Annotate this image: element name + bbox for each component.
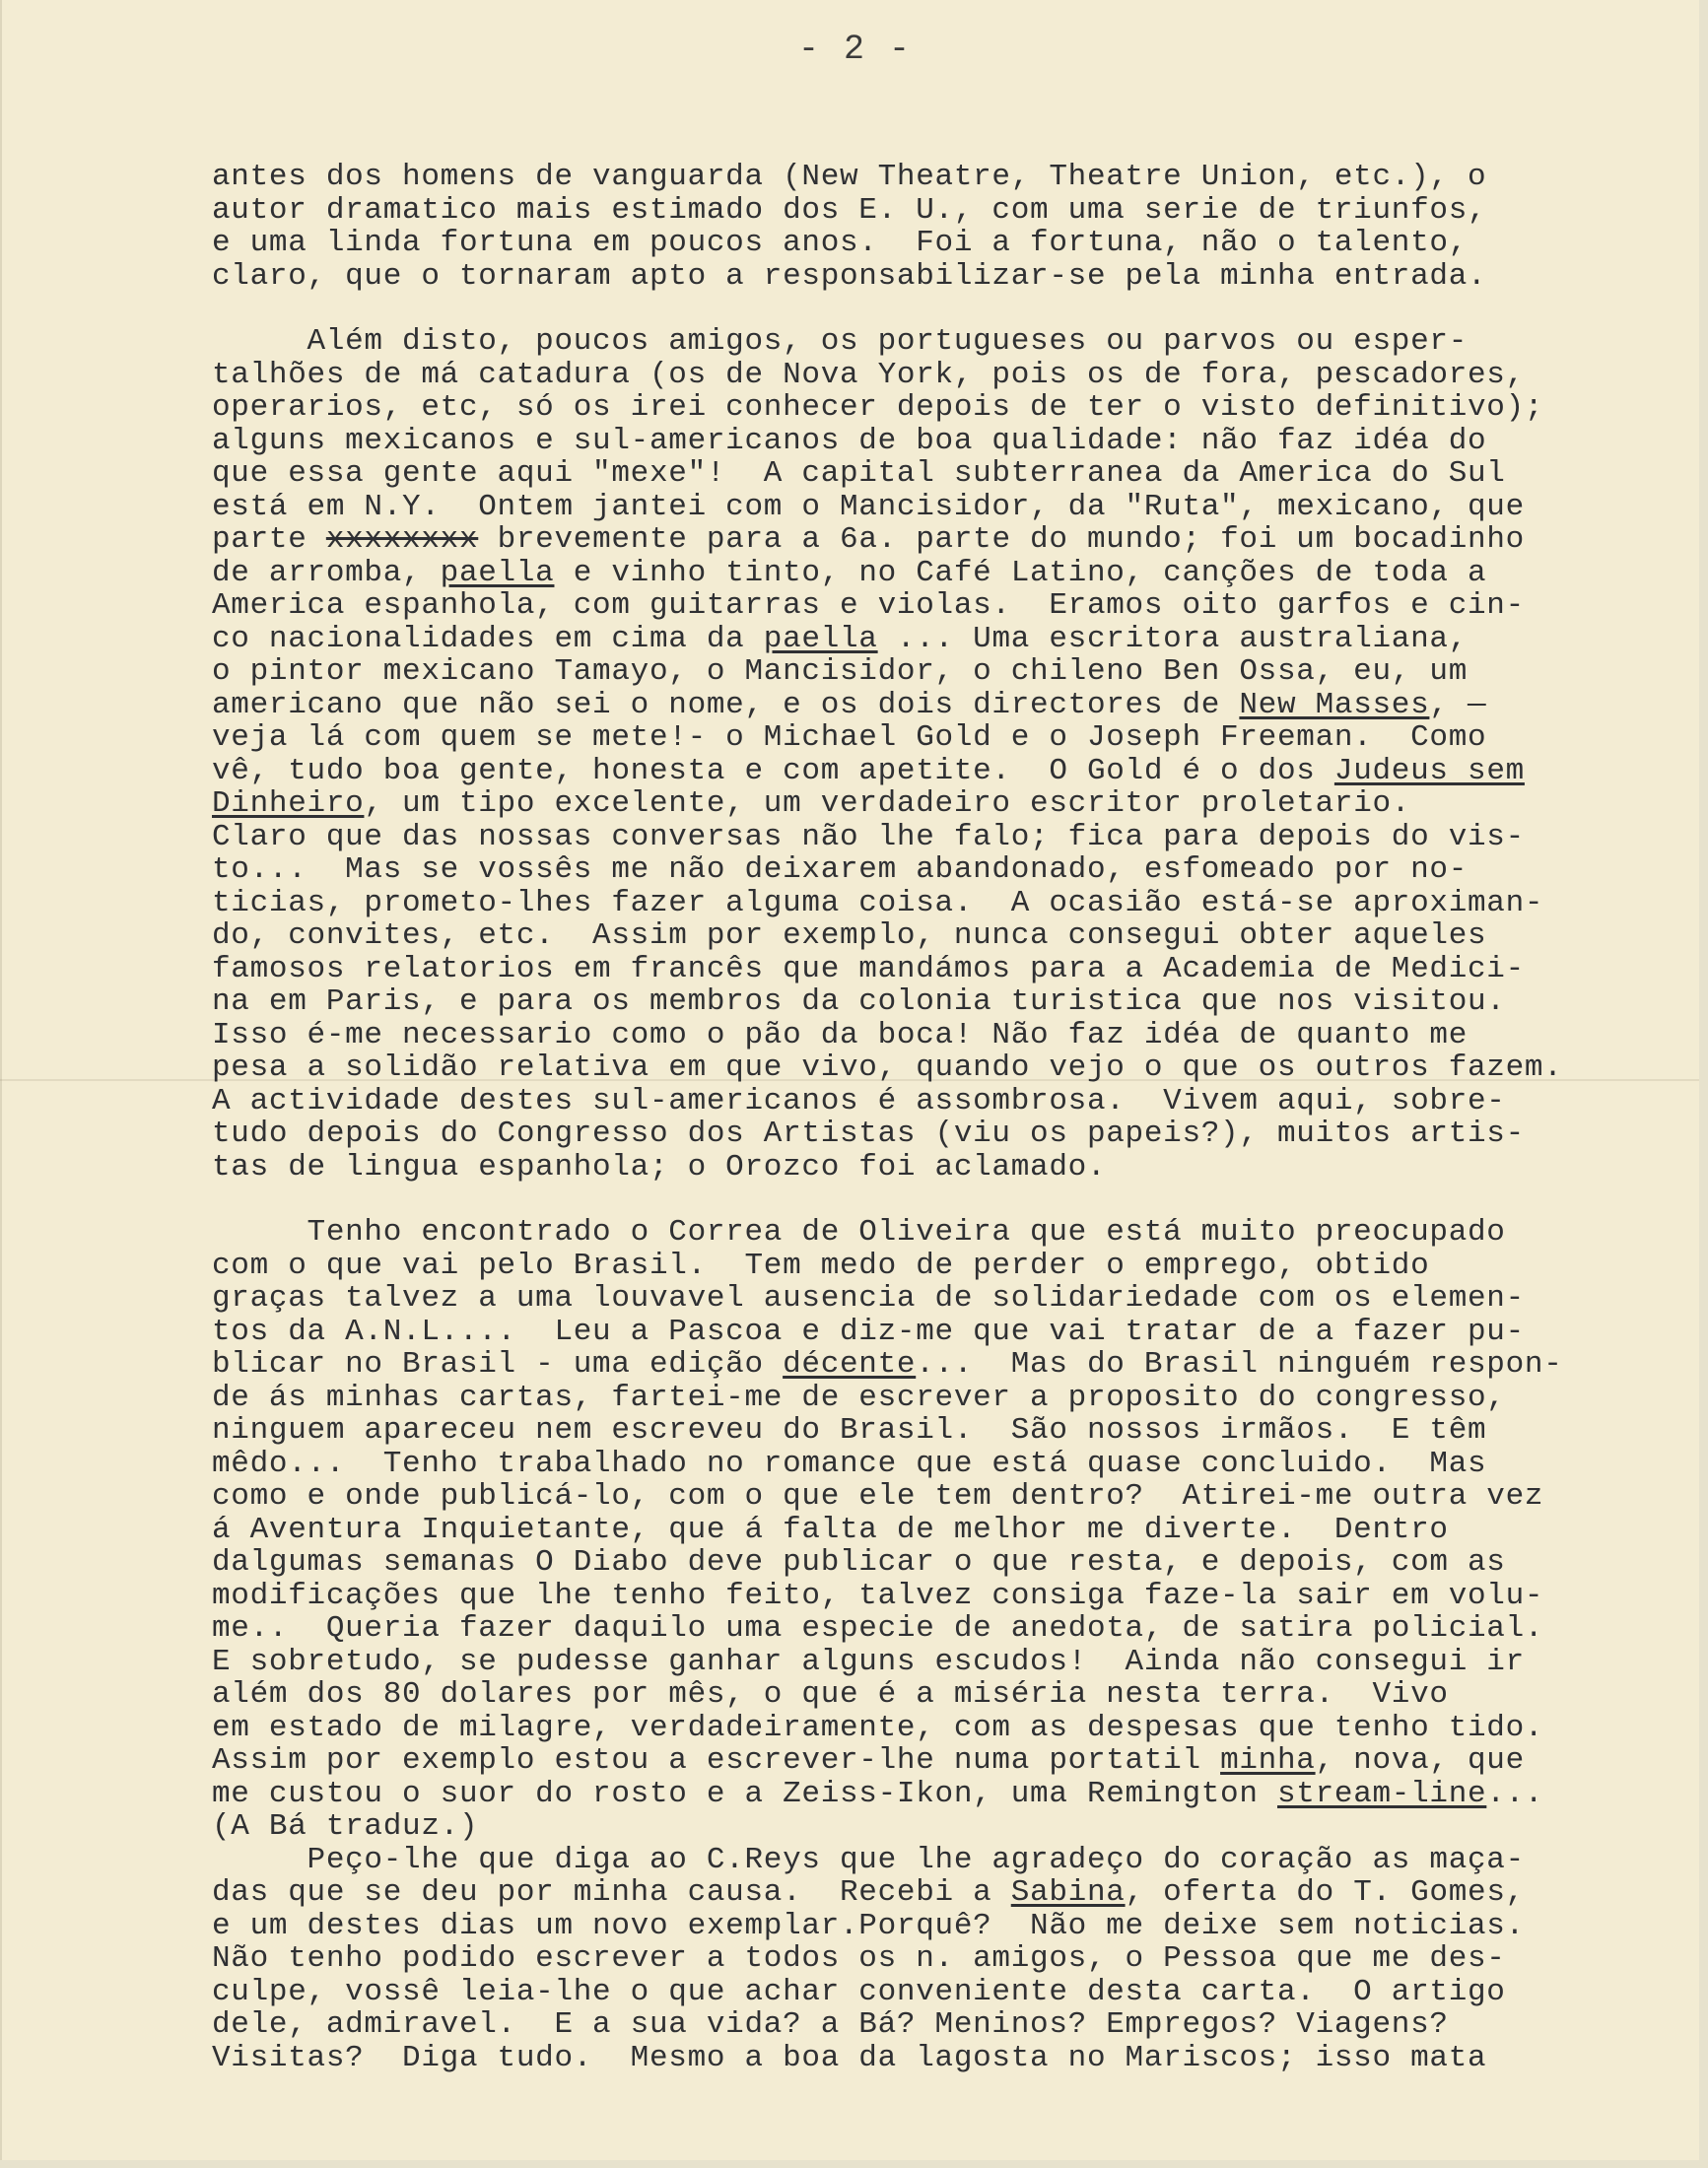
underlined-text: paella [763, 621, 878, 656]
text-line: parte xxxxxxxx brevemente para a 6a. parte do mundo; foi um bocadinho [212, 522, 1525, 557]
text-line: autor dramatico mais estimado dos E. U., com uma serie de triunfos, [212, 192, 1487, 228]
text-line: Tenho encontrado o Correa de Oliveira que está muito preocupado [212, 1215, 1506, 1250]
text-line: o pintor mexicano Tamayo, o Mancisidor, o chileno Ben Ossa, eu, um [212, 654, 1468, 689]
underlined-text: stream-line [1276, 1776, 1487, 1811]
underlined-text: minha [1220, 1743, 1316, 1778]
text-line: Dinheiro, um tipo excelente, um verdadeiro escritor proletario. [212, 786, 1411, 821]
paragraph-gap [212, 1184, 1671, 1216]
underlined-text: Sabina [1010, 1875, 1126, 1910]
text-line: E sobretudo, se pudesse ganhar alguns escudos! Ainda não consegui ir [212, 1644, 1525, 1679]
text-line: A actividade destes sul-americanos é assombrosa. Vivem aqui, sobre- [212, 1083, 1506, 1118]
text-line: ninguem apareceu nem escreveu do Brasil. São nossos irmãos. E têm [212, 1413, 1487, 1448]
text-line: dele, admiravel. E a sua vida? a Bá? Meninos? Empregos? Viagens? [212, 2007, 1449, 2042]
letter-body [212, 161, 1671, 2074]
text-line: de ás minhas cartas, fartei-me de escrever a proposito do congresso, [212, 1380, 1506, 1415]
text-line: me.. Queria fazer daquilo uma especie de anedota, de satira policial. [212, 1611, 1544, 1646]
text-line: co nacionalidades em cima da paella ... Uma escritora australiana, [212, 621, 1469, 656]
text-line: talhões de má catadura (os de Nova York, pois os de fora, pescadores, [212, 357, 1525, 392]
text-line: to... Mas se vossês me não deixarem abandonado, esfomeado por no- [212, 852, 1468, 887]
text-line: antes dos homens de vanguarda (New Theatre, Theatre Union, etc.), o [212, 160, 1487, 194]
text-line: Isso é-me necessario como o pão da boca! Não faz idéa de quanto me [212, 1017, 1468, 1052]
text-line: e um destes dias um novo exemplar.Porquê? Não me deixe sem noticias. [212, 1908, 1525, 1943]
text-line: de arromba, paella e vinho tinto, no Café Latino, canções de toda a [212, 555, 1487, 590]
text-line: está em N.Y. Ontem jantei com o Mancisidor, da "Ruta", mexicano, que [212, 489, 1525, 524]
text-line: mêdo... Tenho trabalhado no romance que está quase concluido. Mas [212, 1446, 1487, 1481]
text-line: claro, que o tornaram apto a responsabilizar-se pela minha entrada. [212, 258, 1487, 294]
text-line: America espanhola, com guitarras e violas. Eramos oito garfos e cin- [212, 588, 1525, 623]
text-line: como e onde publicá-lo, com o que ele tem dentro? Atirei-me outra vez [212, 1479, 1544, 1514]
text-line: tudo depois do Congresso dos Artistas (viu os papeis?), muitos artis- [212, 1117, 1525, 1151]
text-line: culpe, vossê leia-lhe o que achar conveniente desta carta. O artigo [212, 1974, 1506, 2009]
text-line: Não tenho podido escrever a todos os n. amigos, o Pessoa que me des- [212, 1941, 1506, 1976]
text-line: famosos relatorios em francês que mandámos para a Academia de Medici- [212, 951, 1525, 986]
text-line: tos da A.N.L.... Leu a Pascoa e diz-me que vai tratar de a fazer pu- [212, 1314, 1525, 1349]
text-line: Visitas? Diga tudo. Mesmo a boa da lagosta no Mariscos; isso mata [212, 2040, 1487, 2075]
underlined-text: décente [783, 1347, 917, 1382]
page-number: - 2 - [798, 30, 913, 69]
text-line: Além disto, poucos amigos, os portugueses ou parvos ou esper- [212, 324, 1468, 359]
text-line: com o que vai pelo Brasil. Tem medo de perder o emprego, obtido [212, 1248, 1430, 1283]
paragraph-gap [212, 293, 1671, 325]
text-line: e uma linda fortuna em poucos anos. Foi a fortuna, não o talento, [212, 226, 1468, 260]
text-line: além dos 80 dolares por mês, o que é a miséria nesta terra. Vivo [212, 1677, 1449, 1712]
underlined-text: Dinheiro [212, 786, 365, 821]
text-line: vê, tudo boa gente, honesta e com apetite. O Gold é o dos Judeus sem [212, 753, 1525, 788]
text-line: em estado de milagre, verdadeiramente, com as despesas que tenho tido. [212, 1710, 1544, 1745]
struck-out-text: xxxxxxxx [325, 522, 479, 557]
text-line: operarios, etc, só os irei conhecer depois de ter o visto definitivo); [212, 390, 1544, 425]
text-line: Peço-lhe que diga ao C.Reys que lhe agradeço do coração as maça- [212, 1842, 1525, 1877]
text-line: ticias, prometo-lhes fazer alguma coisa. A ocasião está-se aproximan- [212, 885, 1544, 920]
text-line: alguns mexicanos e sul-americanos de boa qualidade: não faz idéa do [212, 423, 1487, 458]
text-line: veja lá com quem se mete!- o Michael Gold e o Joseph Freeman. Como [212, 720, 1487, 755]
text-line: que essa gente aqui "mexe"! A capital subterranea da America do Sul [212, 456, 1506, 491]
text-line: dalgumas semanas O Diabo deve publicar o que resta, e depois, com as [212, 1545, 1506, 1580]
underlined-text: New Masses [1239, 687, 1430, 722]
text-line: modificações que lhe tenho feito, talvez consiga faze-la sair em volu- [212, 1578, 1544, 1613]
text-line: (A Bá traduz.) [212, 1809, 479, 1844]
underlined-text: Judeus sem [1333, 753, 1525, 788]
text-line: tas de lingua espanhola; o Orozco foi aclamado. [212, 1149, 1107, 1185]
text-line: do, convites, etc. Assim por exemplo, nunca consegui obter aqueles [212, 918, 1487, 953]
text-line: pesa a solidão relativa em que vivo, quando vejo o que os outros fazem. [212, 1050, 1563, 1085]
text-line: á Aventura Inquietante, que á falta de melhor me diverte. Dentro [212, 1512, 1449, 1547]
text-line: Assim por exemplo estou a escrever-lhe numa portatil minha, nova, que [212, 1743, 1525, 1778]
text-line: graças talvez a uma louvavel ausencia de solidariedade com os elemen- [212, 1281, 1525, 1316]
text-line: na em Paris, e para os membros da colonia turistica que nos visitou. [212, 984, 1506, 1019]
text-line: americano que não sei o nome, e os dois directores de New Masses, — [212, 687, 1487, 722]
text-line: das que se deu por minha causa. Recebi a Sabina, oferta do T. Gomes, [212, 1875, 1525, 1910]
text-line: blicar no Brasil - uma edição décente... Mas do Brasil ninguém respon- [212, 1347, 1563, 1382]
text-line: Claro que das nossas conversas não lhe falo; fica para depois do vis- [212, 819, 1525, 854]
underlined-text: paella [440, 555, 555, 590]
text-line: me custou o suor do rosto e a Zeiss-Ikon, uma Remington stream-line... [212, 1776, 1544, 1811]
